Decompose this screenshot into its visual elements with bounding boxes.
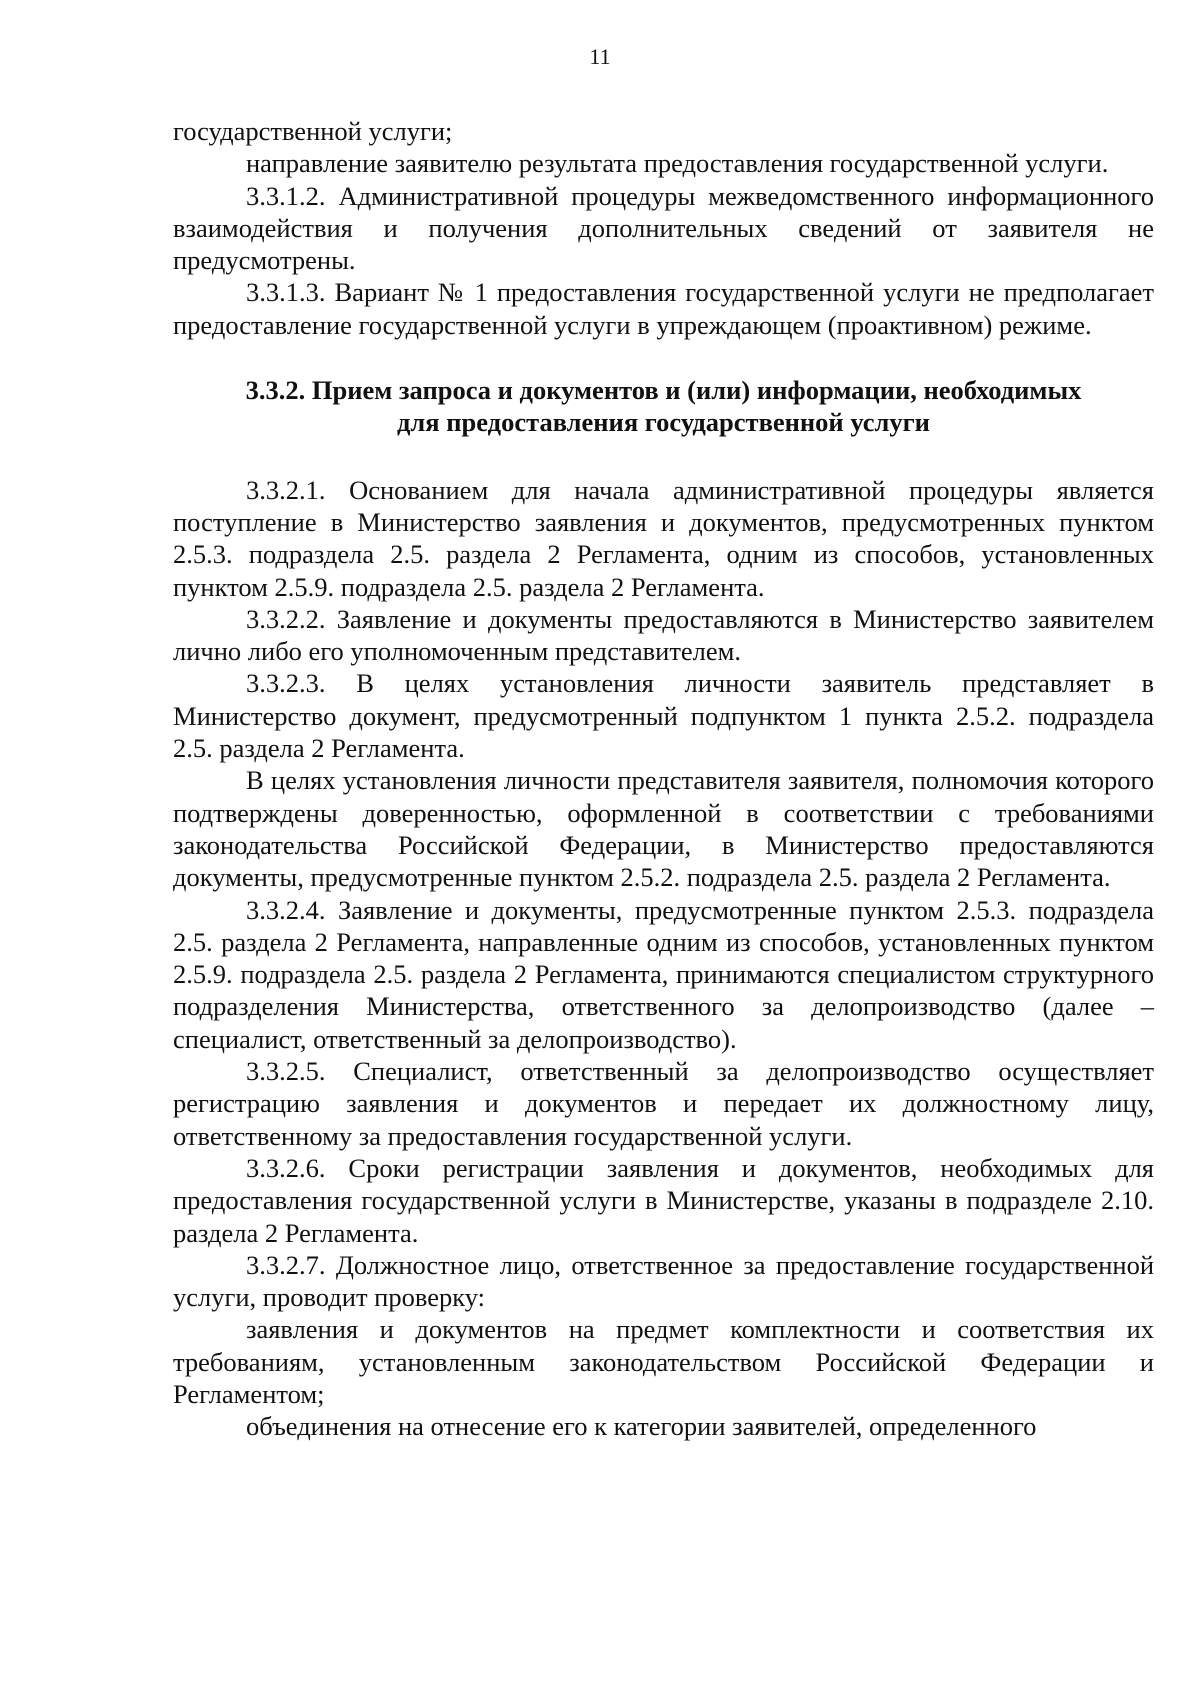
paragraph: 3.3.1.3. Вариант № 1 предоставления государственной услуги не предполагает предоставление государственной услуги в упреждающем (проактивном) режиме. (173, 277, 1154, 340)
paragraph: направление заявителю результата предоставления государственной услуги. (246, 148, 1109, 179)
paragraph: государственной услуги; (173, 116, 453, 146)
section-heading-line: 3.3.2. Прием запроса и документов и (или) информации, необходимых (245, 375, 1082, 406)
paragraph: 3.3.2.7. Должностное лицо, ответственное за предоставление государственной услуги, проводит проверку: (173, 1249, 1154, 1313)
paragraph: 3.3.2.2. Заявление и документы предоставляются в Министерство заявителем лично либо его уполномоченным представителем. (173, 603, 1154, 667)
paragraph: 3.3.2.4. Заявление и документы, предусмотренные пунктом 2.5.3. подраздела 2.5. раздела 2 Регламента, направленные одним из способов, установленных пунктом 2.5.9. подраздела 2.5. раздела 2 Регламента, принимаются специалистом структурного подразделения Министерства, ответственного за делопроизводство (далее – специалист, ответственный за делопроизводство). (173, 894, 1154, 1054)
document-body (173, 115, 1154, 1443)
section-heading-line: для предоставления государственной услуги (397, 407, 930, 438)
paragraph: 3.3.2.3. В целях установления личности заявитель представляет в Министерство документ, предусмотренный подпунктом 1 пункта 2.5.2. подраздела 2.5. раздела 2 Регламента. (173, 668, 1154, 764)
paragraph: объединения на отнесение его к категории заявителей, определенного (246, 1411, 1037, 1442)
paragraph: 3.3.2.1. Основанием для начала административной процедуры является поступление в Министерство заявления и документов, предусмотренных пунктом 2.5.3. подраздела 2.5. раздела 2 Регламента, одним из способов, установленных пунктом 2.5.9. подраздела 2.5. раздела 2 Регламента. (173, 474, 1154, 602)
section-heading (173, 374, 1154, 439)
paragraph: заявления и документов на предмет комплектности и соответствия их требованиям, установленным законодательством Российской Федерации и Регламентом; (173, 1314, 1154, 1409)
paragraph: 3.3.1.2. Административной процедуры межведомственного информационного взаимодействия и получения дополнительных сведений от заявителя не предусмотрены. (173, 180, 1154, 276)
paragraph: 3.3.2.5. Специалист, ответственный за делопроизводство осуществляет регистрацию заявления и документов и передает их должностному лицу, ответственному за предоставления государственной услуги. (173, 1056, 1154, 1151)
page-number: 11 (589, 44, 611, 69)
paragraph: В целях установления личности представителя заявителя, полномочия которого подтверждены доверенностью, оформленной в соответствии с требованиями законодательства Российской Федерации, в Министерство предоставляются документы, предусмотренные пунктом 2.5.2. подраздела 2.5. раздела 2 Регламента. (173, 765, 1154, 893)
paragraph: 3.3.2.6. Сроки регистрации заявления и документов, необходимых для предоставления государственной услуги в Министерстве, указаны в подразделе 2.10. раздела 2 Регламента. (173, 1152, 1154, 1248)
